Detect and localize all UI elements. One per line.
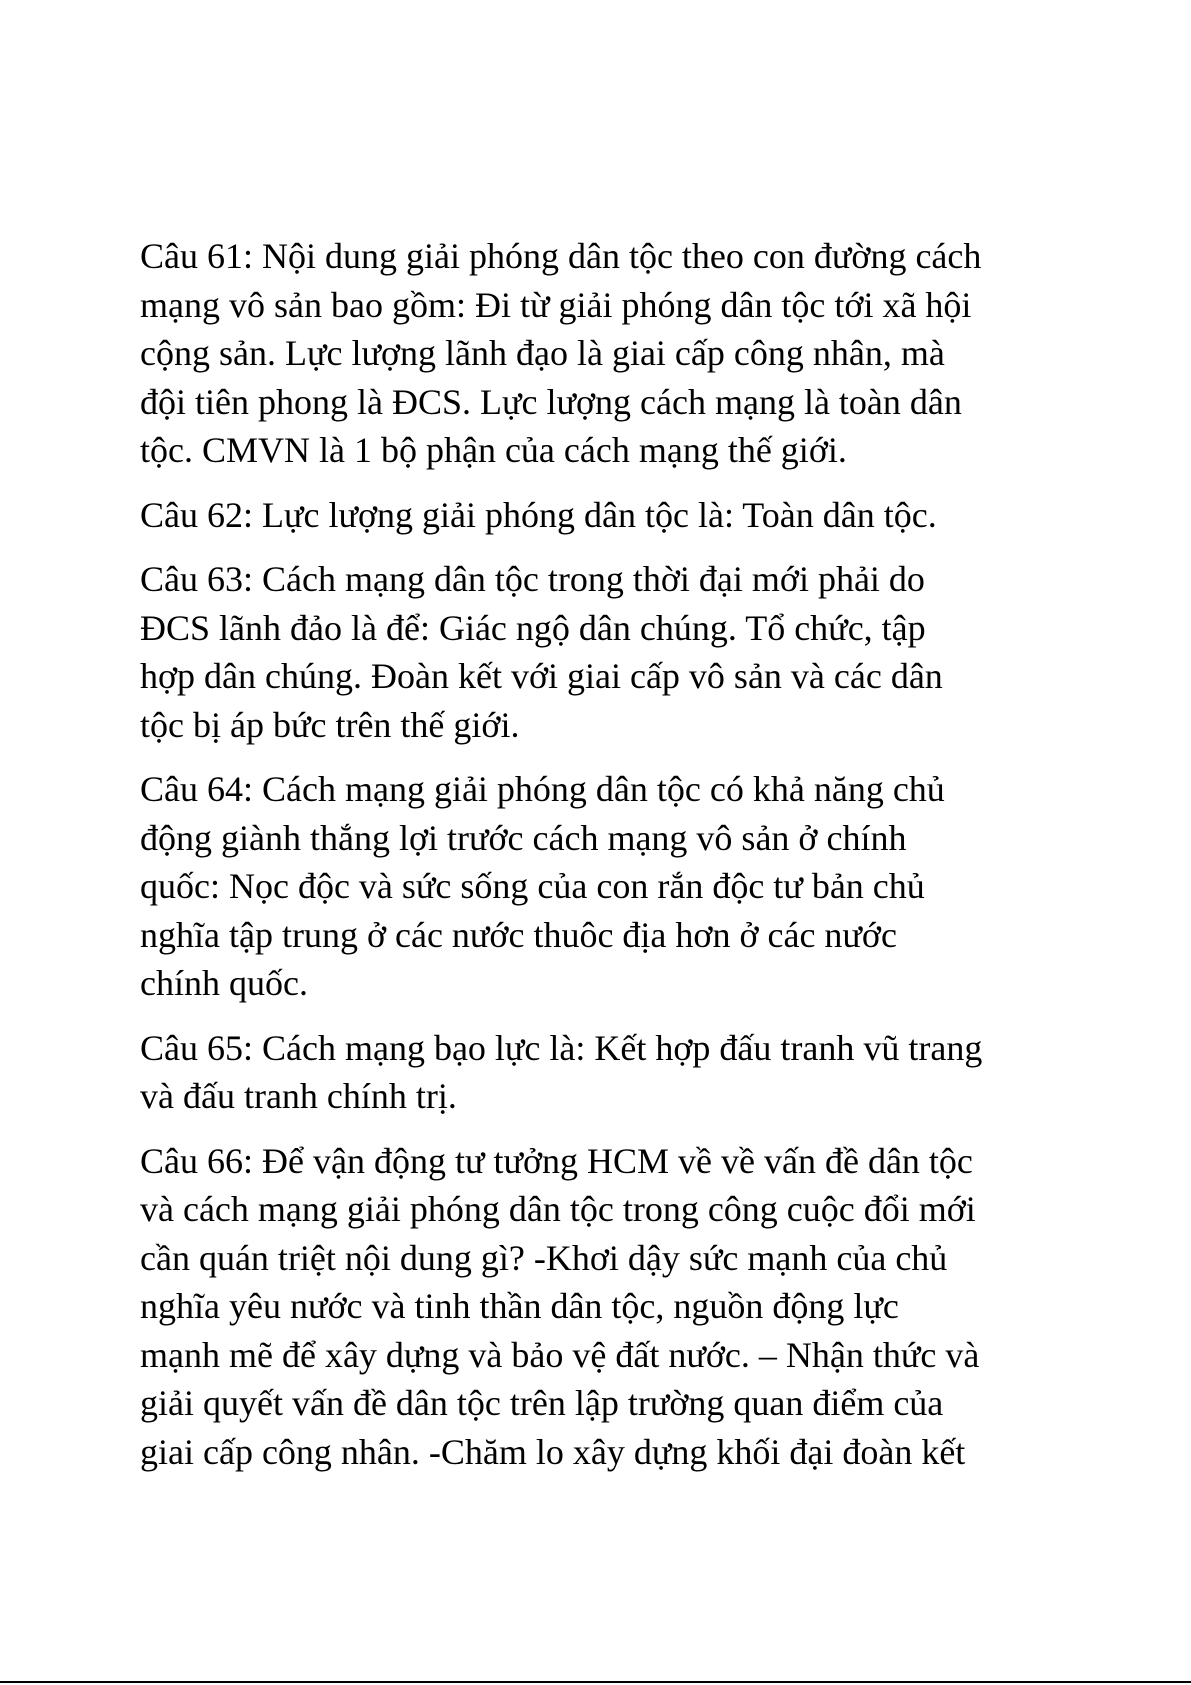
text-line: Câu 61: Nội dung giải phóng dân tộc theo con đường cách	[140, 236, 982, 276]
text-line: nghĩa tập trung ở các nước thuôc địa hơn ở các nước	[140, 914, 897, 955]
text-line: giải quyết vấn đề dân tộc trên lập trường quan điểm của	[140, 1383, 944, 1423]
text-line: tộc bị áp bức trên thế giới.	[140, 704, 520, 745]
paragraph-cau-64	[140, 765, 1060, 1008]
paragraph-cau-65	[140, 1024, 1060, 1121]
text-line: tộc. CMVN là 1 bộ phận của cách mạng thế giới.	[140, 430, 847, 470]
text-line: và đấu tranh chính trị.	[140, 1076, 457, 1116]
paragraph-cau-63	[140, 555, 1060, 749]
text-line: động giành thắng lợi trước cách mạng vô sản ở chính	[140, 817, 907, 858]
paragraph-cau-66	[140, 1137, 1060, 1477]
text-line: hợp dân chúng. Đoàn kết với giai cấp vô sản và các dân	[140, 656, 943, 696]
text-line: Câu 64: Cách mạng giải phóng dân tộc có khả năng chủ	[140, 769, 945, 809]
text-line: Câu 65: Cách mạng bạo lực là: Kết hợp đấu tranh vũ trang	[140, 1027, 983, 1068]
text-line: giai cấp công nhân. -Chăm lo xây dựng khối đại đoàn kết	[140, 1431, 966, 1472]
page-bottom-rule	[0, 1681, 1191, 1683]
text-line: nghĩa yêu nước và tinh thần dân tộc, nguồn động lực	[140, 1286, 899, 1326]
text-line: ĐCS lãnh đảo là để: Giác ngộ dân chúng. Tổ chức, tập	[140, 607, 926, 648]
text-line: cộng sản. Lực lượng lãnh đạo là giai cấp công nhân, mà	[140, 333, 945, 373]
text-line: và cách mạng giải phóng dân tộc trong công cuộc đổi mới	[140, 1189, 976, 1229]
text-line: chính quốc.	[140, 963, 308, 1003]
document-body	[140, 232, 1060, 1492]
text-line: Câu 62: Lực lượng giải phóng dân tộc là: Toàn dân tộc.	[140, 494, 937, 535]
text-line: Câu 66: Để vận động tư tưởng HCM về về vấn đề dân tộc	[140, 1140, 973, 1181]
text-line: cần quán triệt nội dung gì? -Khơi dậy sức mạnh của chủ	[140, 1237, 948, 1278]
paragraph-cau-61	[140, 232, 1060, 475]
text-line: mạng vô sản bao gồm: Đi từ giải phóng dân tộc tới xã hội	[140, 284, 972, 325]
text-line: Câu 63: Cách mạng dân tộc trong thời đại mới phải do	[140, 559, 925, 599]
text-line: đội tiên phong là ĐCS. Lực lượng cách mạng là toàn dân	[140, 381, 962, 422]
text-line: quốc: Nọc độc và sức sống của con rắn độc tư bản chủ	[140, 866, 925, 906]
paragraph-cau-62	[140, 491, 1060, 540]
text-line: mạnh mẽ để xây dựng và bảo vệ đất nước. – Nhận thức và	[140, 1334, 980, 1375]
